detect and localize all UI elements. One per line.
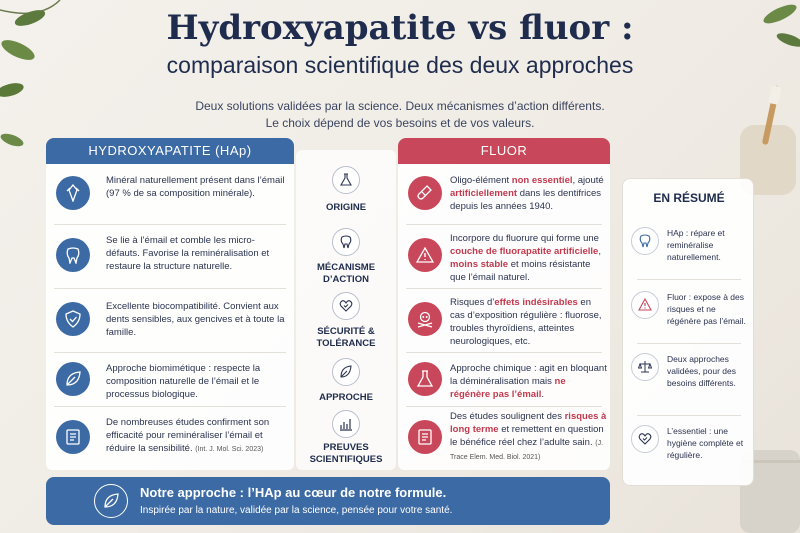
- summary-text: Fluor : expose à des risques et ne régénère pas l’émail.: [667, 292, 746, 326]
- tooth-icon: [332, 228, 360, 256]
- intro-text: [0, 98, 800, 132]
- banner-title: Notre approche : l’HAp au cœur de notre formule.: [140, 485, 447, 500]
- hap-approach-text: Approche biomimétique : respecte la composition naturelle de l’émail et le processus biologique.: [106, 363, 261, 400]
- hap-column-header: HYDROXYAPATITE (HAp): [46, 138, 294, 164]
- fluor-safety-part: Risques d’: [450, 297, 495, 308]
- summary-text: HAp : répare et reminéralise naturellement.: [667, 228, 725, 262]
- fluor-evidence-part: et remettent en question le bénéfice réel chez l’adulte sain.: [450, 424, 604, 448]
- fluor-evidence-reference: (J. Trace Elem. Med. Biol. 2021): [450, 440, 604, 461]
- fluor-mechanism-part: ,: [598, 246, 601, 257]
- page-title: Hydroxyapatite vs fluor :: [166, 8, 634, 48]
- fluor-evidence-text: [450, 410, 608, 464]
- fluor-safety-part: en cas d’exposition régulière : fluorose, troubles thyroïdiens, atteintes neurologiques, etc.: [450, 297, 602, 347]
- fluor-column: [398, 164, 610, 470]
- intro-line-2: Le choix dépend de vos besoins et de vos valeurs.: [265, 116, 535, 130]
- criteria-column: [296, 150, 396, 470]
- summary-text: Deux approches validées, pour des besoins différents.: [667, 354, 736, 388]
- tooth-icon: [56, 238, 90, 272]
- document-icon: [56, 420, 90, 454]
- fluor-origin-highlight: non essentiel: [511, 175, 573, 186]
- hap-column: [46, 164, 294, 470]
- criterion-approach: APPROCHE: [319, 392, 373, 403]
- row-divider: [54, 288, 286, 289]
- fluor-mechanism-text: [450, 232, 608, 284]
- warning-icon: [408, 238, 442, 272]
- hap-evidence-text: [106, 416, 288, 456]
- fluor-origin-part: Oligo-élément: [450, 175, 512, 186]
- summary-card: [622, 178, 754, 486]
- leaf-icon: [94, 484, 128, 518]
- banner-subtitle: Inspirée par la nature, validée par la science, pensée pour votre santé.: [140, 505, 453, 516]
- fluor-evidence-highlight: risques à long terme: [450, 411, 607, 435]
- test-tube-icon: [408, 176, 442, 210]
- fluor-safety-highlight: effets indésirables: [494, 297, 578, 308]
- hap-safety-text: Excellente biocompatibilité. Convient aux dents sensibles, aux gencives et à toute la famille.: [106, 301, 285, 338]
- leaf-icon: [332, 358, 360, 386]
- scale-icon: [631, 353, 659, 381]
- tooth-icon: [631, 227, 659, 255]
- row-divider: [54, 224, 286, 225]
- leaf-icon: [56, 362, 90, 396]
- fluor-safety-text: [450, 296, 608, 348]
- summary-divider: [637, 343, 741, 344]
- fluor-approach-highlight: ne régénère pas l’émail: [450, 376, 566, 400]
- row-divider: [406, 406, 602, 407]
- approach-banner: [46, 477, 610, 525]
- warning-icon: [631, 291, 659, 319]
- fluor-mechanism-highlight: moins stable: [450, 259, 509, 270]
- summary-text: L’essentiel : une hygiène complète et régulière.: [667, 426, 744, 460]
- criterion-mechanism: MÉCANISME D’ACTION: [316, 262, 376, 285]
- summary-title: EN RÉSUMÉ: [653, 191, 725, 205]
- fluor-column-header: FLUOR: [398, 138, 610, 164]
- flask-icon: [408, 362, 442, 396]
- fluor-mechanism-highlight: couche de fluorapatite artificielle: [450, 246, 599, 257]
- summary-divider: [637, 415, 741, 416]
- page-subtitle: comparaison scientifique des deux approches: [166, 52, 634, 78]
- heart-check-icon: [631, 425, 659, 453]
- heart-check-icon: [332, 292, 360, 320]
- hap-origin-text: Minéral naturellement présent dans l’émail (97 % de sa composition minérale).: [106, 175, 285, 199]
- shield-check-icon: [56, 302, 90, 336]
- flask-icon: [332, 166, 360, 194]
- intro-line-1: Deux solutions validées par la science. Deux mécanismes d’action différents.: [195, 99, 605, 113]
- row-divider: [54, 406, 286, 407]
- fluor-approach-part: .: [541, 389, 544, 400]
- document-icon: [408, 420, 442, 454]
- fluor-origin-text: [450, 174, 606, 213]
- hap-evidence-body: De nombreuses études confirment son efficacité pour reminéraliser l’émail et réduire la sensibilité.: [106, 417, 270, 454]
- crystal-icon: [56, 176, 90, 210]
- hap-mechanism-text: Se lie à l’émail et comble les micro-défauts. Favorise la reminéralisation et restaure la structure naturelle.: [106, 235, 270, 272]
- skull-icon: [408, 302, 442, 336]
- hap-evidence-reference: (Int. J. Mol. Sci. 2023): [195, 446, 264, 453]
- fluor-evidence-part: Des études soulignent des: [450, 411, 565, 422]
- fluor-mechanism-part: Incorpore du fluorure qui forme une: [450, 233, 599, 244]
- row-divider: [406, 352, 602, 353]
- fluor-origin-part: , ajouté: [572, 175, 604, 186]
- fluor-approach-part: Approche chimique : agit en bloquant la déminéralisation mais: [450, 363, 607, 387]
- summary-divider: [637, 279, 741, 280]
- fluor-origin-highlight: artificiellement: [450, 188, 518, 199]
- fluor-origin-part: dans les dentifrices depuis les années 1940.: [450, 188, 602, 212]
- criterion-origin: ORIGINE: [325, 202, 367, 213]
- fluor-approach-text: [450, 362, 608, 401]
- criterion-safety: SÉCURITÉ & TOLÉRANCE: [316, 326, 376, 349]
- fluor-mechanism-part: et moins résistante que l’émail naturel.: [450, 259, 591, 283]
- row-divider: [54, 352, 286, 353]
- criterion-evidence: PREUVES SCIENTIFIQUES: [309, 442, 383, 465]
- bar-chart-icon: [332, 410, 360, 438]
- row-divider: [406, 288, 602, 289]
- row-divider: [406, 224, 602, 225]
